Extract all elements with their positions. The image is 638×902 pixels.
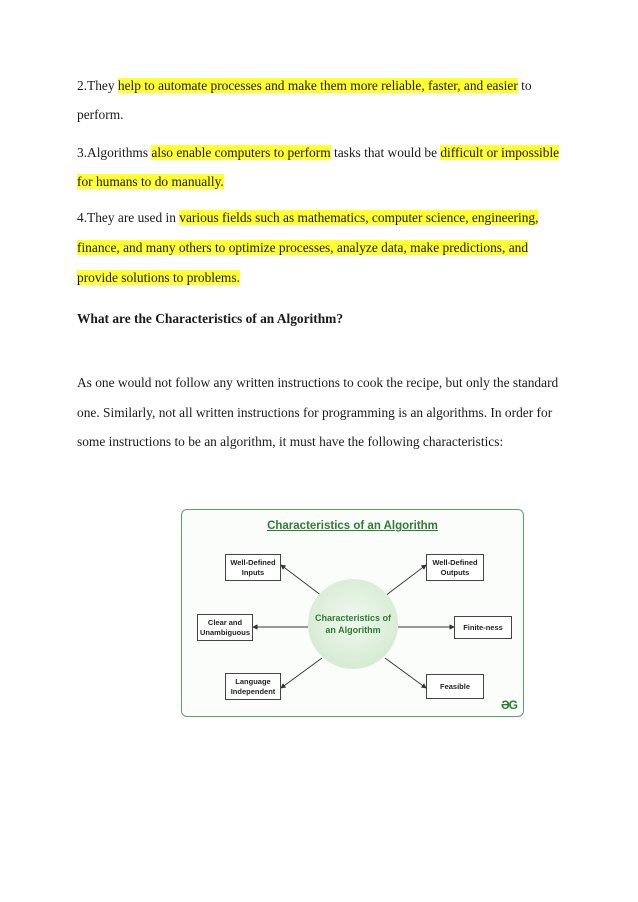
highlighted-text: help to automate processes and make them more reliable, faster, and easier bbox=[117, 78, 518, 93]
list-item-4-line-2 bbox=[77, 239, 528, 257]
list-item-2-line-1 bbox=[77, 77, 532, 95]
center-node-label: Characteristics of an Algorithm bbox=[314, 613, 392, 635]
highlighted-text: also enable computers to perform bbox=[151, 145, 331, 160]
list-item-2-line-2: perform. bbox=[77, 107, 124, 122]
diagram-title: Characteristics of an Algorithm bbox=[267, 520, 438, 532]
node-finiteness: Finite-ness bbox=[454, 616, 512, 639]
center-node bbox=[308, 579, 398, 669]
arrow-to-outputs bbox=[385, 565, 426, 596]
highlighted-text: various fields such as mathematics, computer science, engineering, bbox=[179, 210, 539, 225]
text: 2.They bbox=[77, 78, 118, 93]
paragraph-line-3: some instructions to be an algorithm, it must have the following characteristics: bbox=[77, 434, 504, 449]
text: 4.They are used in bbox=[77, 210, 180, 225]
paragraph-line-2: one. Similarly, not all written instructions for programming is an algorithms. In order for bbox=[77, 405, 553, 420]
node-well-defined-inputs: Well-Defined Inputs bbox=[225, 554, 281, 581]
list-item-3-line-1 bbox=[77, 144, 559, 162]
gfg-logo: ƏG bbox=[500, 698, 517, 712]
list-item-4-line-3 bbox=[77, 269, 240, 287]
text: to bbox=[517, 78, 532, 93]
highlighted-text: for humans to do manually. bbox=[77, 174, 224, 189]
highlighted-text: difficult or impossible bbox=[440, 145, 560, 160]
list-item-3-line-2 bbox=[77, 173, 224, 191]
node-language-independent: Language Independent bbox=[225, 673, 281, 700]
arrow-to-language bbox=[281, 658, 322, 688]
section-heading: What are the Characteristics of an Algorithm? bbox=[77, 311, 344, 326]
arrow-to-inputs bbox=[281, 565, 322, 596]
node-feasible: Feasible bbox=[426, 674, 484, 699]
list-item-4-line-1 bbox=[77, 209, 538, 227]
characteristics-diagram bbox=[181, 509, 524, 717]
arrow-to-feasible bbox=[385, 658, 426, 688]
node-well-defined-outputs: Well-Defined Outputs bbox=[426, 554, 484, 581]
text: 3.Algorithms bbox=[77, 145, 152, 160]
paragraph-line-1: As one would not follow any written instructions to cook the recipe, but only the standard bbox=[77, 375, 559, 390]
highlighted-text: provide solutions to problems. bbox=[77, 270, 240, 285]
highlighted-text: finance, and many others to optimize processes, analyze data, make predictions, and bbox=[77, 240, 529, 255]
text: tasks that would be bbox=[330, 145, 441, 160]
node-clear-and-unambiguous: Clear and Unambiguous bbox=[197, 614, 253, 641]
